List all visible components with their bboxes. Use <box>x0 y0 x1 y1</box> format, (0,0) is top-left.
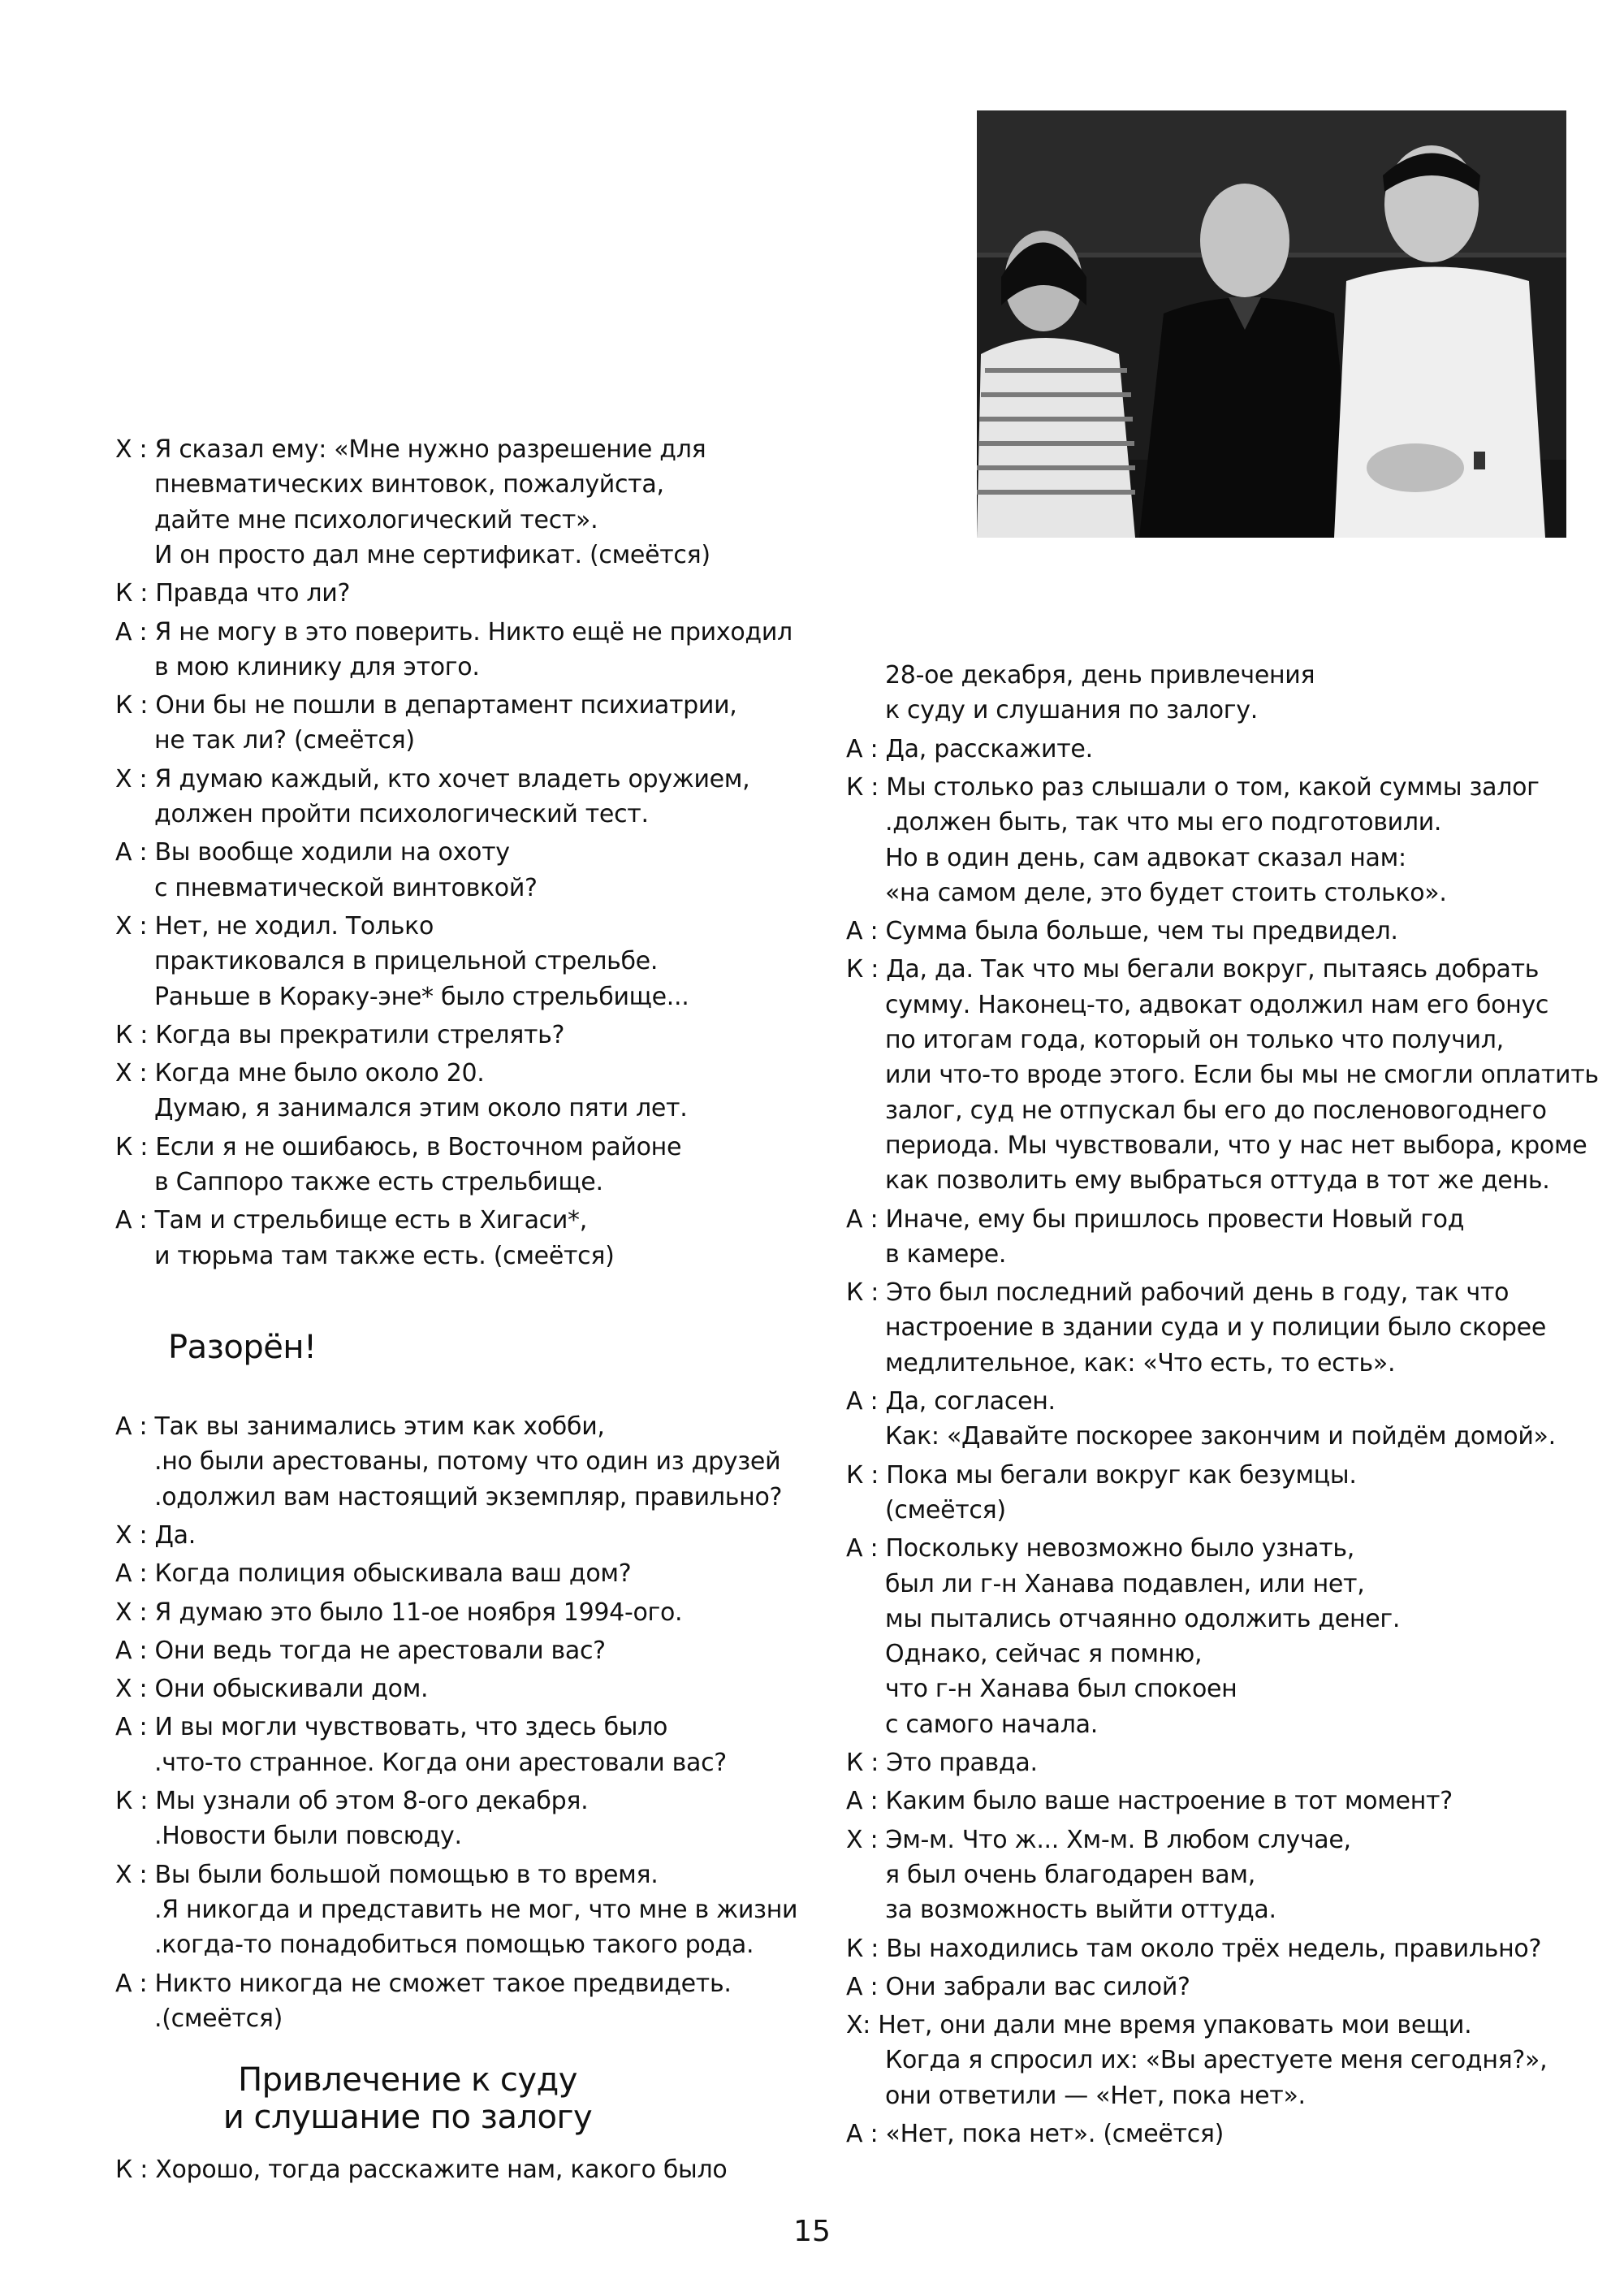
dialogue-continuation: мы пытались отчаянно одолжить денег. <box>885 1604 1401 1633</box>
dialogue-line <box>846 914 1398 949</box>
dialogue-text: Поскольку невозможно было узнать, <box>885 1534 1354 1563</box>
dialogue-line <box>115 576 350 612</box>
dialogue-text: Когда мне было около 20. <box>154 1059 485 1088</box>
dialogue-line <box>115 432 706 468</box>
dialogue-line <box>846 1970 1190 2005</box>
speaker-label: А : <box>115 1713 155 1742</box>
dialogue-continuation: что г-н Ханава был спокоен <box>885 1675 1237 1704</box>
dialogue-line <box>115 1518 196 1554</box>
speaker-label: К : <box>846 772 887 802</box>
dialogue-continuation: медлительное, как: «Что есть, то есть». <box>885 1348 1396 1377</box>
dialogue-line <box>846 1531 1354 1567</box>
speaker-label: Х : <box>115 1860 155 1889</box>
dialogue-continuation: не так ли? (смеётся) <box>154 726 415 755</box>
dialogue-continuation: пневматических винтовок, пожалуйста, <box>154 470 664 499</box>
dialogue-continuation: и тюрьма там также есть. (смеётся) <box>154 1241 615 1270</box>
dialogue-text: Нет, они дали мне время упаковать мои вещи. <box>878 2011 1472 2040</box>
speaker-label: Х : <box>115 1059 155 1088</box>
page-number: 15 <box>793 2215 831 2248</box>
dialogue-continuation: .когда-то понадобиться помощью такого рода. <box>154 1931 754 1960</box>
dialogue-continuation: периода. Мы чувствовали, что у нас нет выбора, кроме <box>885 1131 1587 1160</box>
dialogue-line <box>846 1784 1453 1819</box>
dialogue-line <box>115 1671 428 1707</box>
dialogue-continuation: .должен быть, так что мы его подготовили. <box>885 808 1442 837</box>
dialogue-text: Я думаю это было 11-ое ноября 1994-ого. <box>154 1598 683 1627</box>
dialogue-continuation: Когда я спросил их: «Вы арестуете меня сегодня?», <box>885 2046 1548 2075</box>
dialogue-text: Так вы занимались этим как хобби, <box>154 1412 605 1441</box>
speaker-label: А : <box>115 1636 155 1665</box>
dialogue-continuation: настроение в здании суда и у полиции было скорее <box>885 1313 1546 1343</box>
speaker-label: Х: <box>846 2011 879 2040</box>
dialogue-line <box>846 1931 1541 1967</box>
speaker-label: К : <box>115 579 156 608</box>
speaker-label: Х : <box>115 1598 155 1627</box>
dialogue-continuation: Раньше в Кораку-эне* было стрельбище... <box>154 982 689 1011</box>
dialogue-continuation: Однако, сейчас я помню, <box>885 1640 1203 1669</box>
speaker-label: А : <box>846 2120 886 2148</box>
dialogue-line <box>846 1745 1038 1781</box>
dialogue-text: «Нет, пока нет». (смеётся) <box>885 2120 1224 2148</box>
dialogue-text: Эм-м. Что ж... Хм-м. В любом случае, <box>885 1825 1351 1854</box>
speaker-label: А : <box>115 838 155 867</box>
dialogue-continuation: Но в один день, сам адвокат сказал нам: <box>885 843 1406 872</box>
dialogue-continuation: с пневматической винтовкой? <box>154 873 538 902</box>
dialogue-line <box>115 1784 588 1819</box>
dialogue-continuation: за возможность выйти оттуда. <box>885 1896 1276 1925</box>
dialogue-line <box>115 909 434 945</box>
dialogue-text: Правда что ли? <box>155 579 351 608</box>
dialogue-text: Они забрали вас силой? <box>885 1972 1190 2001</box>
speaker-label: А : <box>115 1559 155 1589</box>
dialogue-continuation: Думаю, я занимался этим около пяти лет. <box>154 1094 688 1123</box>
speaker-label: А : <box>846 1972 886 2001</box>
dialogue-line <box>115 1130 681 1165</box>
speaker-label: А : <box>846 1204 886 1234</box>
dialogue-line <box>846 732 1093 768</box>
dialogue-line <box>846 1458 1357 1494</box>
dialogue-text: Каким было ваше настроение в тот момент? <box>885 1787 1453 1816</box>
speaker-label: К : <box>115 1020 156 1049</box>
dialogue-line <box>115 1710 667 1745</box>
dialogue-line <box>115 835 510 871</box>
dialogue-line <box>846 1823 1351 1858</box>
speaker-label: А : <box>846 1387 886 1416</box>
speaker-label: К : <box>115 691 156 720</box>
dialogue-continuation: в мою клинику для этого. <box>154 652 480 681</box>
speaker-label: А : <box>846 1787 886 1816</box>
dialogue-continuation: .Я никогда и представить не мог, что мне в жизни <box>154 1895 798 1924</box>
dialogue-line <box>115 1556 631 1592</box>
dialogue-text: Вы находились там около трёх недель, правильно? <box>886 1934 1542 1963</box>
dialogue-text: Да, да. Так что мы бегали вокруг, пытаясь добрать <box>886 955 1540 984</box>
dialogue-line <box>846 2008 1471 2043</box>
dialogue-text: Вы вообще ходили на охоту <box>154 838 510 867</box>
dialogue-continuation: (смеётся) <box>885 1495 1006 1524</box>
dialogue-line <box>846 1275 1509 1311</box>
dialogue-continuation: был ли г-н Ханава подавлен, или нет, <box>885 1569 1365 1598</box>
dialogue-text: Я сказал ему: «Мне нужно разрешение для <box>154 435 706 464</box>
speaker-label: А : <box>115 1969 155 1998</box>
dialogue-line <box>846 1202 1464 1238</box>
dialogue-text: Это правда. <box>886 1749 1038 1777</box>
photo-three-people <box>977 110 1566 538</box>
dialogue-text: Они бы не пошли в департамент психиатрии, <box>155 691 737 720</box>
dialogue-text: Когда вы прекратили стрелять? <box>155 1020 565 1049</box>
speaker-label: А : <box>846 1534 886 1563</box>
dialogue-continuation: 28-ое декабря, день привлечения <box>885 661 1315 690</box>
speaker-label: А : <box>846 734 886 763</box>
dialogue-text: Нет, не ходил. Только <box>154 911 434 941</box>
speaker-label: К : <box>846 1749 887 1777</box>
dialogue-continuation: они ответили — «Нет, пока нет». <box>885 2081 1306 2110</box>
dialogue-line <box>115 1018 564 1053</box>
speaker-label: Х : <box>846 1825 886 1854</box>
dialogue-text: Если я не ошибаюсь, в Восточном районе <box>155 1132 682 1161</box>
dialogue-continuation: в Саппоро также есть стрельбище. <box>154 1168 603 1196</box>
dialogue-continuation: дайте мне психологический тест». <box>154 505 598 534</box>
dialogue-continuation: я был очень благодарен вам, <box>885 1860 1255 1889</box>
section-heading-razoren: Разорён! <box>168 1329 317 1366</box>
dialogue-line <box>846 952 1539 988</box>
photo-image <box>977 110 1566 538</box>
dialogue-continuation: практиковался в прицельной стрельбе. <box>154 947 659 976</box>
speaker-label: А : <box>846 917 886 946</box>
speaker-label: К : <box>846 955 887 984</box>
dialogue-text: Да, согласен. <box>885 1387 1056 1416</box>
dialogue-text: Я не могу в это поверить. Никто ещё не приходил <box>154 617 793 647</box>
dialogue-continuation: .одолжил вам настоящий экземпляр, правильно? <box>154 1482 783 1511</box>
dialogue-line <box>115 762 749 798</box>
dialogue-continuation: .что-то странное. Когда они арестовали вас? <box>154 1748 727 1777</box>
dialogue-text: Я думаю каждый, кто хочет владеть оружием, <box>154 764 750 794</box>
dialogue-line <box>115 1633 606 1669</box>
dialogue-continuation: по итогам года, который он только что получил, <box>885 1026 1504 1054</box>
dialogue-continuation: Как: «Давайте поскорее закончим и пойдём домой». <box>885 1422 1556 1451</box>
dialogue-continuation: с самого начала. <box>885 1710 1098 1739</box>
dialogue-line <box>115 615 793 651</box>
dialogue-line <box>846 1384 1056 1420</box>
dialogue-text: Сумма была больше, чем ты предвидел. <box>885 917 1398 946</box>
dialogue-line <box>115 1595 682 1631</box>
dialogue-text: Это был последний рабочий день в году, так что <box>886 1278 1510 1308</box>
dialogue-text: Там и стрельбище есть в Хигаси*, <box>154 1206 587 1235</box>
dialogue-line <box>115 1056 485 1092</box>
dialogue-continuation: .но были арестованы, потому что один из друзей <box>154 1447 781 1477</box>
dialogue-text: Они ведь тогда не арестовали вас? <box>154 1636 606 1665</box>
dialogue-continuation: или что-то вроде этого. Если бы мы не смогли оплатить <box>885 1061 1599 1090</box>
dialogue-line <box>115 1203 587 1239</box>
dialogue-text: Мы узнали об этом 8-ого декабря. <box>155 1787 589 1815</box>
dialogue-continuation: должен пройти психологический тест. <box>154 800 649 828</box>
dialogue-line <box>846 770 1540 806</box>
dialogue-text: Когда полиция обыскивала ваш дом? <box>154 1559 632 1589</box>
dialogue-line <box>115 688 737 724</box>
speaker-label: К : <box>115 1787 156 1815</box>
dialogue-text: Пока мы бегали вокруг как безумцы. <box>886 1460 1357 1490</box>
speaker-label: А : <box>115 1412 155 1441</box>
dialogue-continuation: И он просто дал мне сертификат. (смеётся) <box>154 540 710 569</box>
dialogue-text: Никто никогда не сможет такое предвидеть. <box>154 1969 732 1998</box>
dialogue-line <box>115 1966 732 2002</box>
section-heading-court-line2: и слушание по залогу <box>222 2099 593 2136</box>
dialogue-text: Иначе, ему бы пришлось провести Новый год <box>885 1204 1465 1234</box>
dialogue-text: Они обыскивали дом. <box>154 1675 429 1704</box>
speaker-label: А : <box>115 1206 155 1235</box>
dialogue-text: Да, расскажите. <box>885 734 1093 763</box>
dialogue-text: И вы могли чувствовать, что здесь было <box>154 1713 668 1742</box>
speaker-label: Х : <box>115 764 155 794</box>
dialogue-text: Вы были большой помощью в то время. <box>154 1860 659 1889</box>
dialogue-continuation: в камере. <box>885 1239 1007 1269</box>
dialogue-line <box>846 2117 1224 2152</box>
dialogue-text: Да. <box>154 1520 197 1550</box>
speaker-label: К : <box>115 1132 156 1161</box>
dialogue-continuation: как позволить ему выбраться оттуда в тот же день. <box>885 1166 1550 1196</box>
dialogue-continuation: «на самом деле, это будет стоить столько». <box>885 878 1447 907</box>
speaker-label: К : <box>846 1460 887 1490</box>
dialogue-continuation: залог, суд не отпускал бы его до посленовогоднего <box>885 1096 1547 1125</box>
dialogue-continuation: сумму. Наконец-то, адвокат одолжил нам его бонус <box>885 990 1549 1019</box>
speaker-label: Х : <box>115 911 155 941</box>
speaker-label: А : <box>115 617 155 647</box>
section-heading-court-line1: Привлечение к суду <box>238 2061 577 2099</box>
dialogue-continuation: к суду и слушания по залогу. <box>885 696 1258 725</box>
dialogue-line <box>115 1409 605 1445</box>
speaker-label: К : <box>846 1934 887 1963</box>
dialogue-continuation: .Новости были повсюду. <box>154 1822 462 1851</box>
speaker-label: Х : <box>115 1520 155 1550</box>
speaker-label: К : <box>846 1278 887 1308</box>
dialogue-line <box>115 1857 658 1893</box>
speaker-label: Х : <box>115 435 155 464</box>
dialogue-line-last-left: К : Хорошо, тогда расскажите нам, какого было <box>115 2156 728 2184</box>
dialogue-continuation: .(смеётся) <box>154 2004 283 2033</box>
dialogue-text: Мы столько раз слышали о том, какой суммы залог <box>886 772 1540 802</box>
speaker-label: Х : <box>115 1675 155 1704</box>
